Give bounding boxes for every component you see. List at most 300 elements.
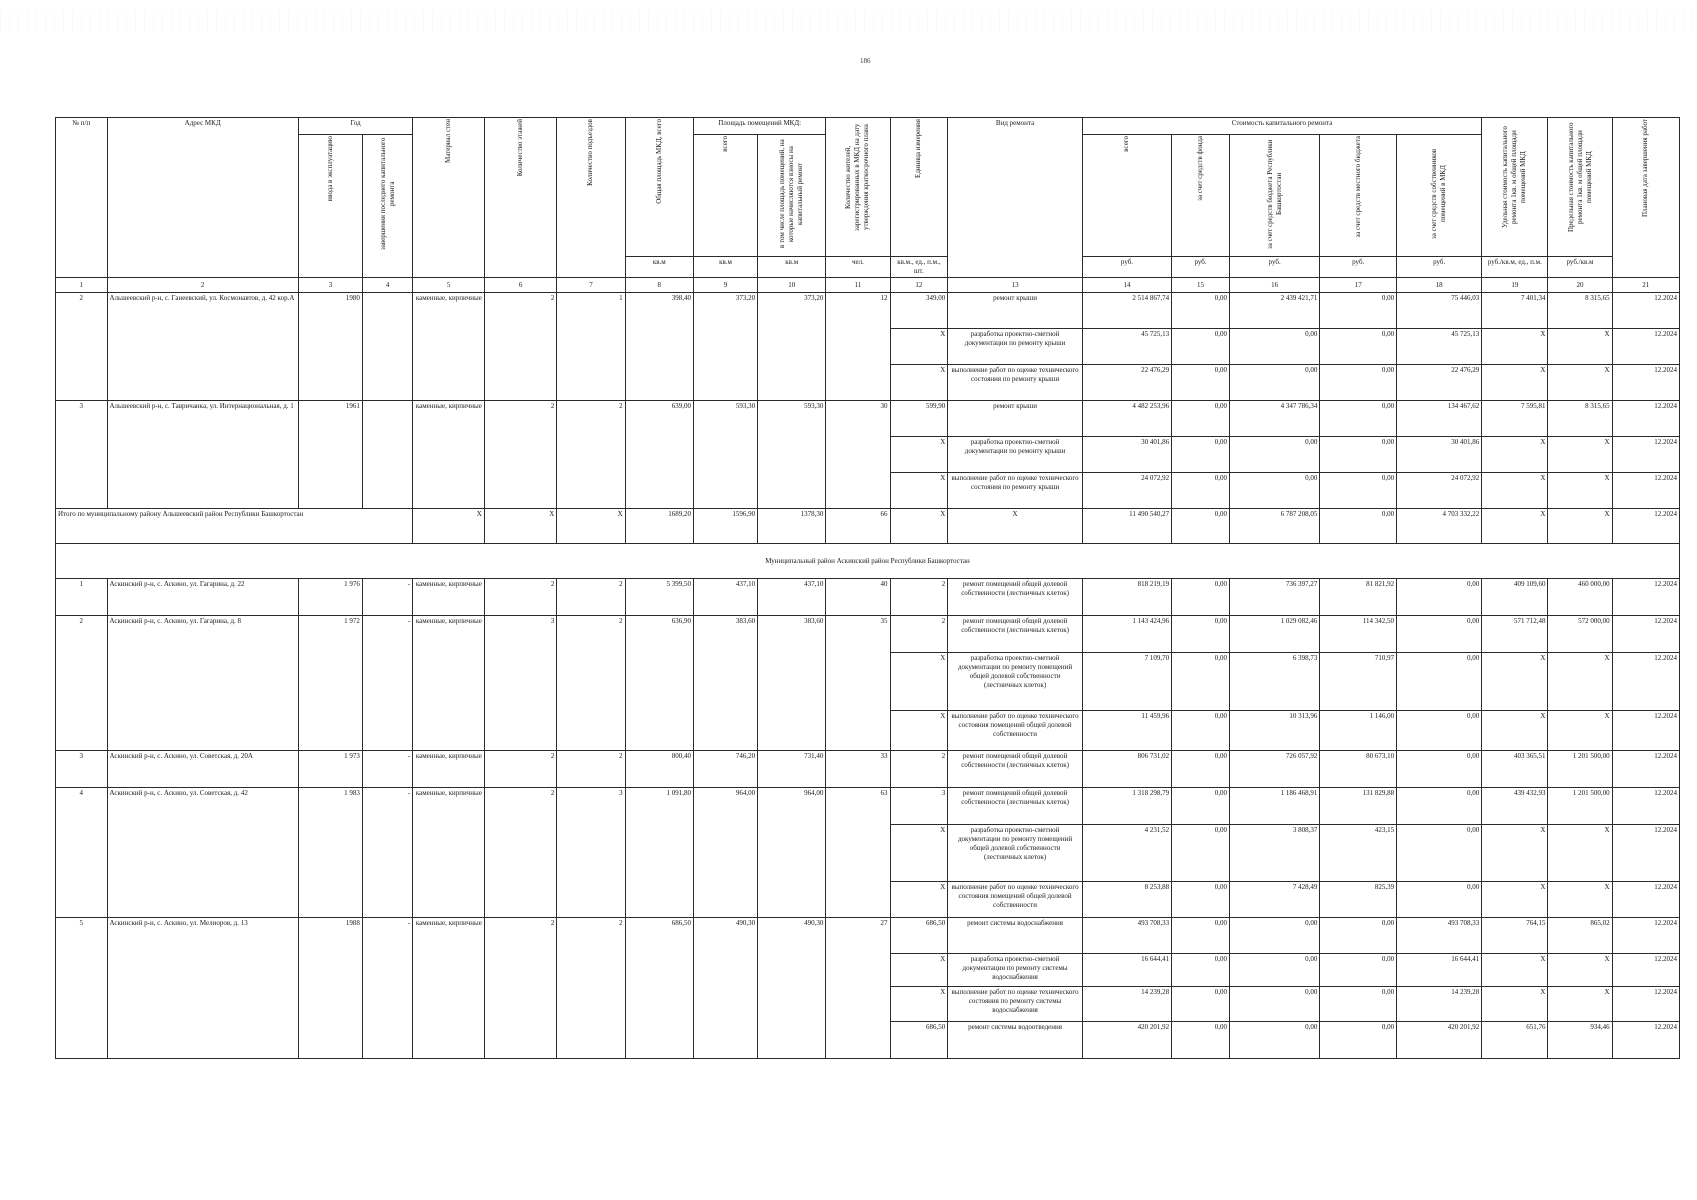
address: Аскинский р-н, с. Аскино, ул. Советская, д. 42 bbox=[107, 788, 298, 918]
cost-fund: 0,00 bbox=[1172, 711, 1230, 751]
floors: 2 bbox=[484, 579, 557, 616]
cost-owners: 0,00 bbox=[1397, 711, 1482, 751]
floors: 3 bbox=[484, 616, 557, 751]
work-kind: разработка проектно-сметной документации по ремонту помещений общей долевой собственности (лестничных клеток) bbox=[948, 825, 1083, 882]
cost-total: 2 514 867,74 bbox=[1082, 293, 1171, 329]
cost-fund: 0,00 bbox=[1172, 365, 1230, 401]
cost-fund: 0,00 bbox=[1172, 882, 1230, 918]
total-kind: X bbox=[948, 509, 1083, 544]
total-label: Итого по муниципальному району Альшеевский район Республики Башкортостан bbox=[56, 509, 413, 544]
cost-local-budget: 0,00 bbox=[1320, 365, 1397, 401]
limit-cost: 865,02 bbox=[1548, 918, 1612, 954]
total-date: 12.2024 bbox=[1612, 509, 1679, 544]
unit-17: руб. bbox=[1320, 257, 1397, 278]
completion-date: 12.2024 bbox=[1612, 653, 1679, 711]
table-body bbox=[56, 278, 1680, 1059]
floors: 2 bbox=[484, 751, 557, 788]
hdr-col7: Количество подъездов bbox=[557, 118, 625, 278]
work-unit: X bbox=[890, 711, 948, 751]
cost-fund: 0,00 bbox=[1172, 437, 1230, 473]
cost-local-budget: 0,00 bbox=[1320, 987, 1397, 1022]
year-commissioned: 1 972 bbox=[298, 616, 362, 751]
total-limit: X bbox=[1548, 509, 1612, 544]
work-kind: разработка проектно-сметной документации по ремонту помещений общей долевой собственности (лестничных клеток) bbox=[948, 653, 1083, 711]
cost-total: 4 482 253,96 bbox=[1082, 401, 1171, 437]
column-number: 20 bbox=[1548, 278, 1612, 293]
cost-fund: 0,00 bbox=[1172, 1022, 1230, 1059]
hdr-col8: Общая площадь МКД, всего bbox=[625, 118, 693, 257]
work-kind: выполнение работ по оценке технического состояния помещений общей долевой собственности bbox=[948, 882, 1083, 918]
limit-cost: X bbox=[1548, 954, 1612, 987]
year-last-repair: - bbox=[362, 788, 412, 918]
scan-noise bbox=[0, 12, 1697, 32]
total-republic-budget: 6 787 208,05 bbox=[1229, 509, 1319, 544]
entrances: 2 bbox=[557, 751, 625, 788]
cost-total: 1 143 424,96 bbox=[1082, 616, 1171, 653]
wall-material: каменные, кирпичные bbox=[413, 401, 484, 509]
cost-fund: 0,00 bbox=[1172, 579, 1230, 616]
column-number: 16 bbox=[1229, 278, 1319, 293]
work-unit: 349,00 bbox=[890, 293, 948, 329]
district-total-row bbox=[56, 509, 1680, 544]
area-all: 383,60 bbox=[693, 616, 757, 751]
total-area: 639,00 bbox=[625, 401, 693, 509]
completion-date: 12.2024 bbox=[1612, 825, 1679, 882]
cost-local-budget: 0,00 bbox=[1320, 918, 1397, 954]
cost-fund: 0,00 bbox=[1172, 987, 1230, 1022]
completion-date: 12.2024 bbox=[1612, 751, 1679, 788]
cost-republic-budget: 0,00 bbox=[1229, 437, 1319, 473]
entrances: 2 bbox=[557, 918, 625, 1059]
hdr-col4: завершения последнего капитального ремонта bbox=[362, 135, 412, 278]
cost-total: 493 708,33 bbox=[1082, 918, 1171, 954]
total-area-fee: 1378,30 bbox=[758, 509, 826, 544]
wall-material: каменные, кирпичные bbox=[413, 579, 484, 616]
total-area-all: 1596,90 bbox=[693, 509, 757, 544]
page-number: 186 bbox=[860, 57, 871, 65]
work-unit: X bbox=[890, 653, 948, 711]
cost-republic-budget: 0,00 bbox=[1229, 954, 1319, 987]
specific-cost: X bbox=[1482, 825, 1548, 882]
row-number: 3 bbox=[56, 401, 108, 509]
specific-cost: X bbox=[1482, 954, 1548, 987]
work-kind: ремонт помещений общей долевой собственности (лестничных клеток) bbox=[948, 579, 1083, 616]
area-fee: 964,00 bbox=[758, 788, 826, 918]
cost-owners: 14 239,28 bbox=[1397, 987, 1482, 1022]
cost-total: 30 401,86 bbox=[1082, 437, 1171, 473]
cost-republic-budget: 0,00 bbox=[1229, 473, 1319, 509]
area-fee: 731,40 bbox=[758, 751, 826, 788]
hdr-col21: Плановая дата завершения работ bbox=[1612, 118, 1679, 278]
residents: 63 bbox=[826, 788, 890, 918]
hdr-col12: Единица измерения bbox=[890, 118, 948, 257]
entrances: 2 bbox=[557, 401, 625, 509]
cost-local-budget: 0,00 bbox=[1320, 473, 1397, 509]
section-row bbox=[56, 544, 1680, 579]
cost-total: 4 231,52 bbox=[1082, 825, 1171, 882]
work-kind: ремонт помещений общей долевой собственности (лестничных клеток) bbox=[948, 616, 1083, 653]
unit-14: руб. bbox=[1082, 257, 1171, 278]
cost-owners: 16 644,41 bbox=[1397, 954, 1482, 987]
year-last-repair: - bbox=[362, 751, 412, 788]
cost-fund: 0,00 bbox=[1172, 293, 1230, 329]
work-unit: X bbox=[890, 987, 948, 1022]
specific-cost: X bbox=[1482, 653, 1548, 711]
work-unit: X bbox=[890, 473, 948, 509]
limit-cost: X bbox=[1548, 711, 1612, 751]
wall-material: каменные, кирпичные bbox=[413, 918, 484, 1059]
cost-local-budget: 710,97 bbox=[1320, 653, 1397, 711]
cost-fund: 0,00 bbox=[1172, 954, 1230, 987]
residents: 40 bbox=[826, 579, 890, 616]
hdr-col19: Удельная стоимость капитального ремонта 1кв. м общей площади помещений МКД bbox=[1482, 118, 1548, 257]
cost-republic-budget: 736 397,27 bbox=[1229, 579, 1319, 616]
work-unit: X bbox=[890, 437, 948, 473]
work-kind: ремонт помещений общей долевой собственности (лестничных клеток) bbox=[948, 788, 1083, 825]
cost-owners: 0,00 bbox=[1397, 825, 1482, 882]
hdr-col6: Количество этажей bbox=[484, 118, 557, 278]
unit-9: кв.м bbox=[693, 257, 757, 278]
hdr-col13: Вид ремонта bbox=[948, 118, 1083, 278]
header-row-1 bbox=[56, 118, 1680, 135]
unit-11: чел. bbox=[826, 257, 890, 278]
work-unit: 2 bbox=[890, 616, 948, 653]
completion-date: 12.2024 bbox=[1612, 473, 1679, 509]
floors: 2 bbox=[484, 918, 557, 1059]
floors: 2 bbox=[484, 401, 557, 509]
cost-owners: 0,00 bbox=[1397, 788, 1482, 825]
limit-cost: X bbox=[1548, 329, 1612, 365]
limit-cost: X bbox=[1548, 987, 1612, 1022]
table-row bbox=[56, 579, 1680, 616]
cost-republic-budget: 0,00 bbox=[1229, 329, 1319, 365]
cost-local-budget: 1 146,00 bbox=[1320, 711, 1397, 751]
capital-repair-table bbox=[55, 117, 1680, 1059]
column-numbers-row bbox=[56, 278, 1680, 293]
wall-material: каменные, кирпичные bbox=[413, 616, 484, 751]
total-residents: 66 bbox=[826, 509, 890, 544]
cost-owners: 75 446,03 bbox=[1397, 293, 1482, 329]
work-kind: выполнение работ по оценке технического состояния помещений общей долевой собственности bbox=[948, 711, 1083, 751]
completion-date: 12.2024 bbox=[1612, 437, 1679, 473]
cost-republic-budget: 6 398,73 bbox=[1229, 653, 1319, 711]
work-kind: ремонт системы водоснабжения bbox=[948, 918, 1083, 954]
completion-date: 12.2024 bbox=[1612, 329, 1679, 365]
specific-cost: 7 595,81 bbox=[1482, 401, 1548, 437]
unit-19: руб./кв.м, ед., п.м. bbox=[1482, 257, 1548, 278]
table-row bbox=[56, 401, 1680, 437]
unit-8: кв.м bbox=[625, 257, 693, 278]
cost-fund: 0,00 bbox=[1172, 616, 1230, 653]
cost-total: 24 072,92 bbox=[1082, 473, 1171, 509]
year-last-repair bbox=[362, 293, 412, 401]
cost-owners: 30 401,86 bbox=[1397, 437, 1482, 473]
table-row bbox=[56, 918, 1680, 954]
cost-local-budget: 0,00 bbox=[1320, 437, 1397, 473]
cost-local-budget: 80 673,10 bbox=[1320, 751, 1397, 788]
cost-fund: 0,00 bbox=[1172, 788, 1230, 825]
cost-republic-budget: 0,00 bbox=[1229, 918, 1319, 954]
row-number: 2 bbox=[56, 293, 108, 401]
limit-cost: X bbox=[1548, 365, 1612, 401]
cost-fund: 0,00 bbox=[1172, 751, 1230, 788]
residents: 27 bbox=[826, 918, 890, 1059]
column-number: 12 bbox=[890, 278, 948, 293]
cost-owners: 134 467,62 bbox=[1397, 401, 1482, 437]
year-commissioned: 1980 bbox=[298, 293, 362, 401]
column-number: 2 bbox=[107, 278, 298, 293]
cost-local-budget: 0,00 bbox=[1320, 329, 1397, 365]
address: Альшеевский р-н, с. Тавричанка, ул. Интернациональная, д. 1 bbox=[107, 401, 298, 509]
area-fee: 490,30 bbox=[758, 918, 826, 1059]
column-number: 11 bbox=[826, 278, 890, 293]
cost-owners: 493 708,33 bbox=[1397, 918, 1482, 954]
wall-material: каменные, кирпичные bbox=[413, 751, 484, 788]
hdr-col5: Материал стен bbox=[413, 118, 484, 278]
column-number: 1 bbox=[56, 278, 108, 293]
completion-date: 12.2024 bbox=[1612, 882, 1679, 918]
total-local-budget: 0,00 bbox=[1320, 509, 1397, 544]
cost-local-budget: 0,00 bbox=[1320, 954, 1397, 987]
completion-date: 12.2024 bbox=[1612, 788, 1679, 825]
limit-cost: 8 315,65 bbox=[1548, 401, 1612, 437]
cost-republic-budget: 0,00 bbox=[1229, 365, 1319, 401]
hdr-col14: всего bbox=[1082, 135, 1171, 257]
column-number: 21 bbox=[1612, 278, 1679, 293]
cost-fund: 0,00 bbox=[1172, 401, 1230, 437]
cost-owners: 45 725,13 bbox=[1397, 329, 1482, 365]
completion-date: 12.2024 bbox=[1612, 954, 1679, 987]
limit-cost: 1 201 500,00 bbox=[1548, 751, 1612, 788]
column-number: 13 bbox=[948, 278, 1083, 293]
hdr-col3: ввода в эксплуатацию bbox=[298, 135, 362, 278]
entrances: 2 bbox=[557, 616, 625, 751]
cost-fund: 0,00 bbox=[1172, 329, 1230, 365]
row-number: 2 bbox=[56, 616, 108, 751]
limit-cost: X bbox=[1548, 825, 1612, 882]
work-kind: ремонт крыши bbox=[948, 401, 1083, 437]
total-area: 800,40 bbox=[625, 751, 693, 788]
area-all: 490,30 bbox=[693, 918, 757, 1059]
work-unit: 686,50 bbox=[890, 918, 948, 954]
table-row bbox=[56, 751, 1680, 788]
cost-republic-budget: 0,00 bbox=[1229, 987, 1319, 1022]
area-fee: 383,60 bbox=[758, 616, 826, 751]
completion-date: 12.2024 bbox=[1612, 987, 1679, 1022]
completion-date: 12.2024 bbox=[1612, 293, 1679, 329]
completion-date: 12.2024 bbox=[1612, 401, 1679, 437]
specific-cost: X bbox=[1482, 711, 1548, 751]
area-all: 593,30 bbox=[693, 401, 757, 509]
cost-local-budget: 825,39 bbox=[1320, 882, 1397, 918]
hdr-year-group: Год bbox=[298, 118, 413, 135]
hdr-col9: всего bbox=[693, 135, 757, 257]
specific-cost: 7 401,34 bbox=[1482, 293, 1548, 329]
unit-15: руб. bbox=[1172, 257, 1230, 278]
limit-cost: 572 000,00 bbox=[1548, 616, 1612, 653]
address: Аскинский р-н, с. Аскино, ул. Мелиоров, д. 13 bbox=[107, 918, 298, 1059]
cost-fund: 0,00 bbox=[1172, 918, 1230, 954]
completion-date: 12.2024 bbox=[1612, 1022, 1679, 1059]
total-area: 636,90 bbox=[625, 616, 693, 751]
completion-date: 12.2024 bbox=[1612, 365, 1679, 401]
completion-date: 12.2024 bbox=[1612, 711, 1679, 751]
table-row bbox=[56, 293, 1680, 329]
total-cost: 11 490 540,27 bbox=[1082, 509, 1171, 544]
cost-fund: 0,00 bbox=[1172, 825, 1230, 882]
work-kind: ремонт системы водоотведения bbox=[948, 1022, 1083, 1059]
cost-republic-budget: 726 057,92 bbox=[1229, 751, 1319, 788]
specific-cost: 403 365,51 bbox=[1482, 751, 1548, 788]
hdr-col15: за счет средств фонда bbox=[1172, 135, 1230, 257]
hdr-area-group: Площадь помещений МКД: bbox=[693, 118, 825, 135]
column-number: 5 bbox=[413, 278, 484, 293]
area-fee: 373,20 bbox=[758, 293, 826, 401]
address: Альшеевский р-н, с. Ганеевский, ул. Космонавтов, д. 42 кор.А bbox=[107, 293, 298, 401]
work-kind: разработка проектно-сметной документации по ремонту крыши bbox=[948, 437, 1083, 473]
specific-cost: 439 432,93 bbox=[1482, 788, 1548, 825]
total-area: 686,50 bbox=[625, 918, 693, 1059]
specific-cost: X bbox=[1482, 882, 1548, 918]
limit-cost: X bbox=[1548, 473, 1612, 509]
work-kind: выполнение работ по оценке технического состояния по ремонту крыши bbox=[948, 473, 1083, 509]
work-kind: выполнение работ по оценке технического состояния по ремонту системы водоснабжения bbox=[948, 987, 1083, 1022]
address: Аскинский р-н, с. Аскино, ул. Советская, д. 20А bbox=[107, 751, 298, 788]
specific-cost: 651,76 bbox=[1482, 1022, 1548, 1059]
cost-owners: 420 201,92 bbox=[1397, 1022, 1482, 1059]
cost-owners: 24 072,92 bbox=[1397, 473, 1482, 509]
cost-owners: 0,00 bbox=[1397, 653, 1482, 711]
limit-cost: X bbox=[1548, 653, 1612, 711]
total-unit: X bbox=[890, 509, 948, 544]
residents: 33 bbox=[826, 751, 890, 788]
cost-republic-budget: 2 439 421,71 bbox=[1229, 293, 1319, 329]
cost-total: 7 109,70 bbox=[1082, 653, 1171, 711]
wall-material: каменные, кирпичные bbox=[413, 788, 484, 918]
work-unit: 2 bbox=[890, 751, 948, 788]
address: Аскинский р-н, с. Аскино, ул. Гагарина, д. 8 bbox=[107, 616, 298, 751]
specific-cost: X bbox=[1482, 473, 1548, 509]
specific-cost: X bbox=[1482, 987, 1548, 1022]
unit-10: кв.м bbox=[758, 257, 826, 278]
specific-cost: X bbox=[1482, 437, 1548, 473]
hdr-col11: Количество жителей, зарегистрированных в МКД на дату утверждения краткосрочного плана bbox=[826, 118, 890, 257]
limit-cost: X bbox=[1548, 437, 1612, 473]
work-kind: ремонт крыши bbox=[948, 293, 1083, 329]
section-title: Муниципальный район Аскинский район Республики Башкортостан bbox=[56, 544, 1680, 579]
work-kind: разработка проектно-сметной документации по ремонту крыши bbox=[948, 329, 1083, 365]
column-number: 19 bbox=[1482, 278, 1548, 293]
work-unit: X bbox=[890, 365, 948, 401]
limit-cost: 460 000,00 bbox=[1548, 579, 1612, 616]
limit-cost: 8 315,65 bbox=[1548, 293, 1612, 329]
column-number: 18 bbox=[1397, 278, 1482, 293]
year-last-repair bbox=[362, 401, 412, 509]
entrances: 3 bbox=[557, 788, 625, 918]
hdr-col10: в том числе площадь помещений, на которые начисляются взносы на капитальный ремонт bbox=[758, 135, 826, 257]
entrances: 1 bbox=[557, 293, 625, 401]
cost-owners: 22 476,29 bbox=[1397, 365, 1482, 401]
column-number: 9 bbox=[693, 278, 757, 293]
specific-cost: 571 712,48 bbox=[1482, 616, 1548, 653]
cost-local-budget: 81 821,92 bbox=[1320, 579, 1397, 616]
cost-total: 818 219,19 bbox=[1082, 579, 1171, 616]
floors: 2 bbox=[484, 293, 557, 401]
unit-18: руб. bbox=[1397, 257, 1482, 278]
cost-local-budget: 423,15 bbox=[1320, 825, 1397, 882]
cost-local-budget: 0,00 bbox=[1320, 293, 1397, 329]
specific-cost: 409 109,60 bbox=[1482, 579, 1548, 616]
work-unit: 3 bbox=[890, 788, 948, 825]
work-unit: X bbox=[890, 882, 948, 918]
area-fee: 437,10 bbox=[758, 579, 826, 616]
cost-local-budget: 114 342,50 bbox=[1320, 616, 1397, 653]
total-material: X bbox=[413, 509, 484, 544]
hdr-col18: за счет средств собственников помещений в МКД bbox=[1397, 135, 1482, 257]
column-number: 4 bbox=[362, 278, 412, 293]
column-number: 10 bbox=[758, 278, 826, 293]
work-kind: выполнение работ по оценке технического состояния по ремонту крыши bbox=[948, 365, 1083, 401]
completion-date: 12.2024 bbox=[1612, 918, 1679, 954]
total-spec: X bbox=[1482, 509, 1548, 544]
column-number: 17 bbox=[1320, 278, 1397, 293]
cost-local-budget: 0,00 bbox=[1320, 1022, 1397, 1059]
unit-12: кв.м., ед., п.м., шт. bbox=[890, 257, 948, 278]
cost-total: 8 253,88 bbox=[1082, 882, 1171, 918]
work-unit: 2 bbox=[890, 579, 948, 616]
residents: 35 bbox=[826, 616, 890, 751]
limit-cost: X bbox=[1548, 882, 1612, 918]
year-commissioned: 1 983 bbox=[298, 788, 362, 918]
area-all: 437,10 bbox=[693, 579, 757, 616]
column-number: 8 bbox=[625, 278, 693, 293]
completion-date: 12.2024 bbox=[1612, 579, 1679, 616]
cost-republic-budget: 0,00 bbox=[1229, 1022, 1319, 1059]
year-commissioned: 1 973 bbox=[298, 751, 362, 788]
cost-total: 420 201,92 bbox=[1082, 1022, 1171, 1059]
work-kind: разработка проектно-сметной документации по ремонту системы водоснабжения bbox=[948, 954, 1083, 987]
limit-cost: 934,46 bbox=[1548, 1022, 1612, 1059]
document-sheet bbox=[55, 117, 1680, 1059]
hdr-col20: Предельная стоимость капитального ремонта 1кв. м общей площади помещений МКД bbox=[1548, 118, 1612, 257]
cost-total: 1 318 298,79 bbox=[1082, 788, 1171, 825]
cost-republic-budget: 4 347 786,34 bbox=[1229, 401, 1319, 437]
residents: 12 bbox=[826, 293, 890, 401]
cost-fund: 0,00 bbox=[1172, 473, 1230, 509]
cost-local-budget: 131 829,88 bbox=[1320, 788, 1397, 825]
area-all: 746,20 bbox=[693, 751, 757, 788]
cost-total: 22 476,29 bbox=[1082, 365, 1171, 401]
work-unit: X bbox=[890, 954, 948, 987]
work-kind: ремонт помещений общей долевой собственности (лестничных клеток) bbox=[948, 751, 1083, 788]
cost-republic-budget: 7 428,49 bbox=[1229, 882, 1319, 918]
total-entrances: X bbox=[557, 509, 625, 544]
cost-owners: 0,00 bbox=[1397, 882, 1482, 918]
column-number: 14 bbox=[1082, 278, 1171, 293]
specific-cost: 764,15 bbox=[1482, 918, 1548, 954]
year-last-repair: - bbox=[362, 616, 412, 751]
cost-fund: 0,00 bbox=[1172, 653, 1230, 711]
column-number: 6 bbox=[484, 278, 557, 293]
cost-total: 16 644,41 bbox=[1082, 954, 1171, 987]
unit-20: руб./кв.м bbox=[1548, 257, 1612, 278]
hdr-col17: за счет средств местного бюджета bbox=[1320, 135, 1397, 257]
hdr-cost-group: Стоимость капитального ремонта bbox=[1082, 118, 1481, 135]
cost-total: 806 731,02 bbox=[1082, 751, 1171, 788]
work-unit: 599,90 bbox=[890, 401, 948, 437]
total-area: 5 399,50 bbox=[625, 579, 693, 616]
entrances: 2 bbox=[557, 579, 625, 616]
